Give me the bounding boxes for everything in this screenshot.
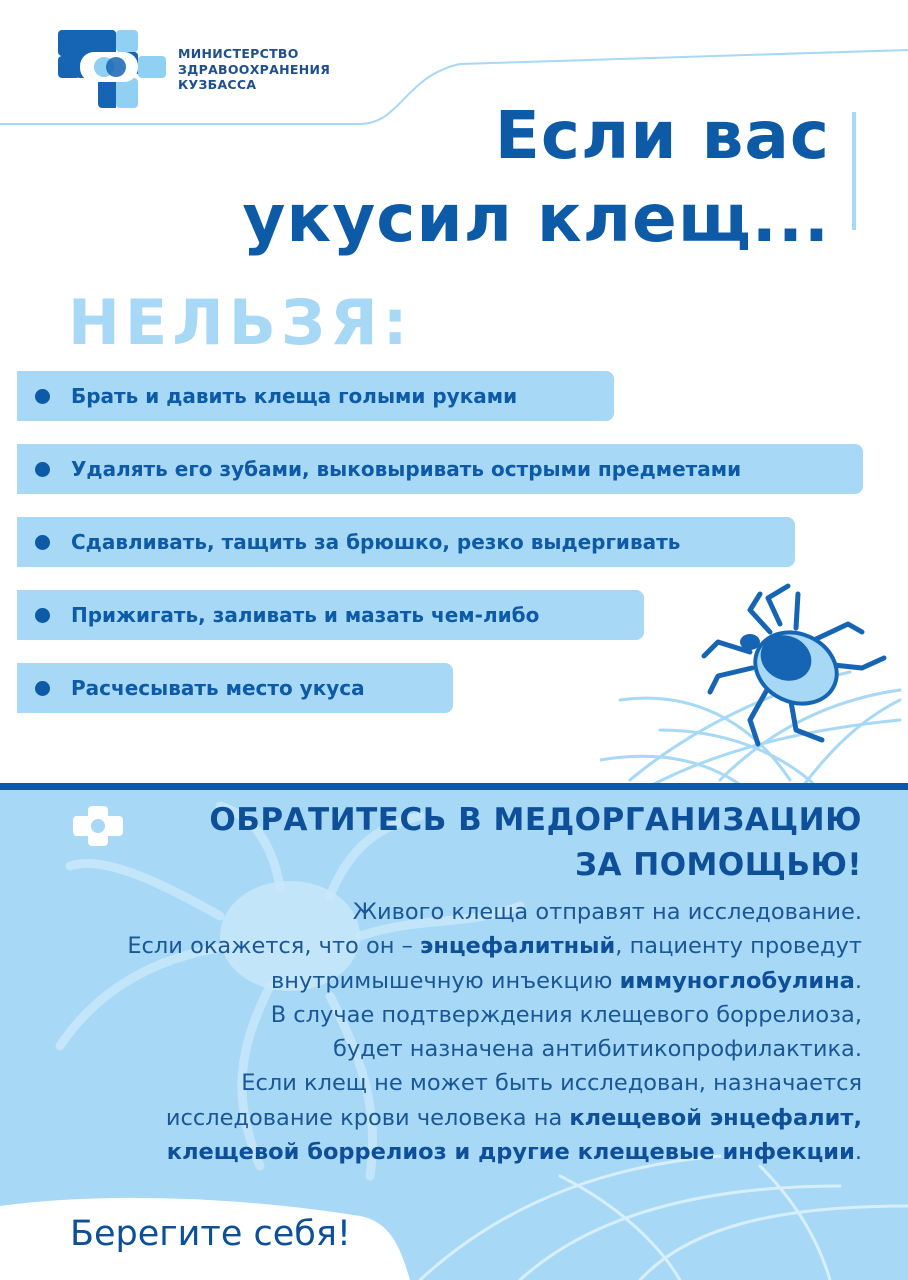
tick-illustration <box>600 580 908 792</box>
body-text-span: . <box>854 967 862 994</box>
footer-slogan: Берегите себя! <box>70 1214 351 1254</box>
forbidden-item-text: Прижигать, заливать и мазать чем-либо <box>71 603 540 627</box>
body-text-span: внутримышечную инъекцию <box>271 967 620 994</box>
bullet-dot-icon <box>35 681 50 696</box>
body-text-span: Если окажется, что он – <box>127 933 420 960</box>
ministry-name-line: ЗДРАВООХРАНЕНИЯ <box>178 61 331 77</box>
ministry-name-line: КУЗБАССА <box>178 77 257 92</box>
body-line <box>22 1135 862 1169</box>
help-title-line: ОБРАТИТЕСЬ В МЕДОРГАНИЗАЦИЮ <box>209 802 862 838</box>
title-accent-bar <box>852 112 856 230</box>
bullet-dot-icon <box>35 462 50 477</box>
forbidden-item <box>17 663 453 713</box>
forbidden-item <box>17 444 863 494</box>
help-title <box>82 798 862 888</box>
forbidden-item <box>17 590 644 640</box>
body-line <box>22 929 862 963</box>
bullet-dot-icon <box>35 535 50 550</box>
body-text-span: исследование крови человека на <box>165 1104 570 1131</box>
ministry-name-line: МИНИСТЕРСТВО <box>178 46 299 61</box>
emphasis-infections: клещевой боррелиоз и другие клещевые инфекции <box>166 1139 855 1166</box>
page-title-line: укусил клещ... <box>242 180 830 257</box>
forbidden-item-text: Брать и давить клеща голыми руками <box>71 384 518 408</box>
help-body-text <box>22 895 862 1169</box>
page-title <box>130 94 830 260</box>
body-line <box>22 1101 862 1135</box>
help-title-line: ЗА ПОМОЩЬЮ! <box>574 847 862 883</box>
emphasis-encephalitic: энцефалитный <box>420 933 616 960</box>
body-text-span: . <box>854 1139 862 1166</box>
page-title-line: Если вас <box>494 97 830 174</box>
body-line: будет назначена антибитикопрофилактика. <box>332 1036 862 1063</box>
body-text-span: , пациенту проведут <box>615 933 862 960</box>
bullet-dot-icon <box>35 608 50 623</box>
forbidden-item <box>17 517 795 567</box>
body-line: В случае подтверждения клещевого боррелиоза, <box>270 1001 862 1028</box>
forbidden-item <box>17 371 614 421</box>
forbidden-item-text: Сдавливать, тащить за брюшко, резко выдергивать <box>71 530 681 554</box>
bullet-dot-icon <box>35 389 50 404</box>
body-line <box>22 964 862 998</box>
emphasis-infections: клещевой энцефалит, <box>569 1104 862 1131</box>
body-line: Живого клеща отправят на исследование. <box>352 899 862 925</box>
forbidden-heading: НЕЛЬЗЯ: <box>68 286 413 359</box>
emphasis-immunoglobulin: иммуноглобулина <box>619 967 855 994</box>
forbidden-item-text: Удалять его зубами, выковыривать острыми предметами <box>71 457 742 481</box>
forbidden-item-text: Расчесывать место укуса <box>71 676 365 700</box>
body-line: Если клещ не может быть исследован, назначается <box>241 1070 862 1097</box>
panel-top-border <box>0 783 908 790</box>
ministry-name <box>178 46 378 93</box>
